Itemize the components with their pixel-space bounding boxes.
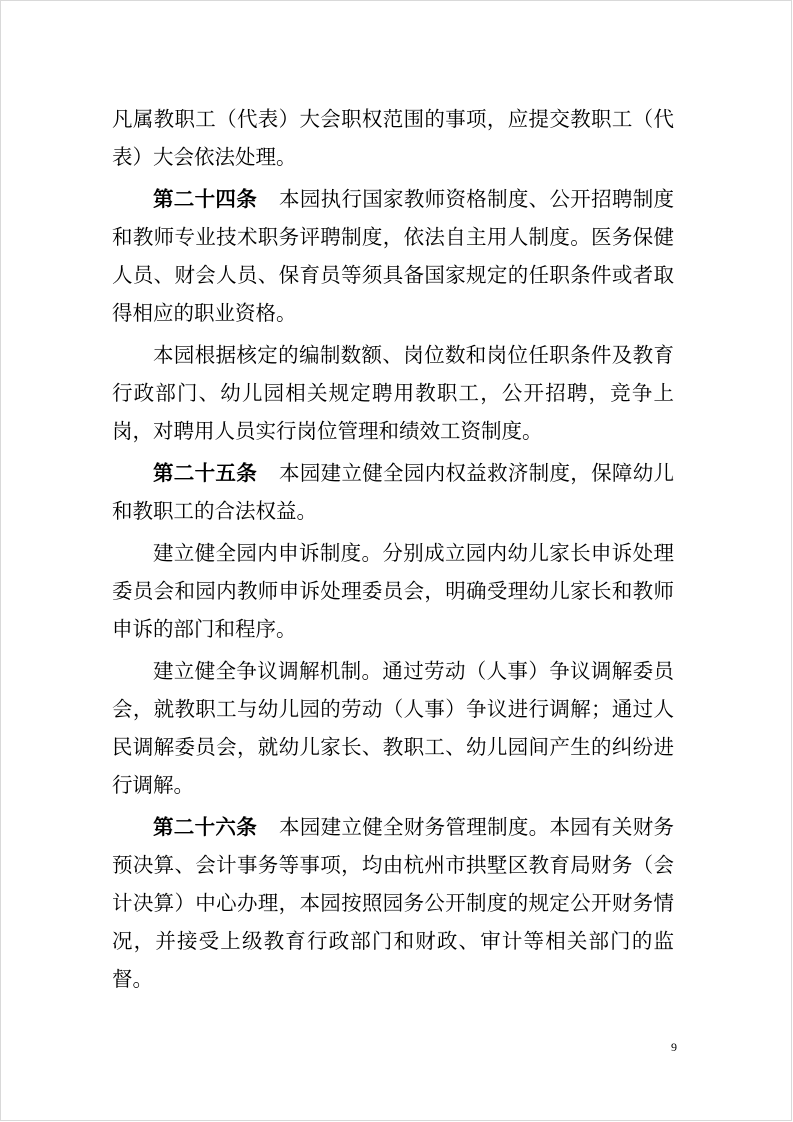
article-24-text: 本园执行国家教师资格制度、公开招聘制度和教师专业技术职务评聘制度，依法自主用人制度。医务保健人员、财会人员、保育员等须具备国家规定的任职条件或者取得相应的职业资格。	[112, 187, 675, 325]
paragraph-3	[112, 336, 674, 450]
article-26-number: 第二十六条	[153, 815, 258, 839]
paragraph-1-text: 凡属教职工（代表）大会职权范围的事项，应提交教职工（代表）大会依法处理。	[112, 107, 674, 169]
paragraph-5-text: 建立健全园内申诉制度。分别成立园内幼儿家长申诉处理委员会和园内教师申诉处理委员会，明确受理幼儿家长和教师申诉的部门和程序。	[112, 541, 674, 641]
article-25-text: 本园建立健全园内权益救济制度，保障幼儿和教职工的合法权益。	[112, 461, 675, 523]
article-25-number: 第二十五条	[153, 461, 258, 485]
article-25	[112, 454, 674, 530]
paragraph-3-text: 本园根据核定的编制数额、岗位数和岗位任职条件及教育行政部门、幼儿园相关规定聘用教职工，公开招聘，竞争上岗，对聘用人员实行岗位管理和绩效工资制度。	[112, 343, 674, 443]
paragraph-5	[112, 534, 674, 648]
paragraph-6-text: 建立健全争议调解机制。通过劳动（人事）争议调解委员会，就教职工与幼儿园的劳动（人事）争议进行调解；通过人民调解委员会，就幼儿家长、教职工、幼儿园间产生的纠纷进行调解。	[112, 659, 674, 797]
article-26	[112, 808, 674, 998]
article-24	[112, 180, 674, 332]
page-number: 9	[671, 1040, 677, 1054]
article-24-number: 第二十四条	[153, 187, 258, 211]
article-26-text: 本园建立健全财务管理制度。本园有关财务预决算、会计事务等事项，均由杭州市拱墅区教育局财务（会计决算）中心办理，本园按照园务公开制度的规定公开财务情况，并接受上级教育行政部门和财政、审计等相关部门的监督。	[112, 815, 675, 991]
document-body	[112, 100, 674, 1002]
paragraph-6	[112, 652, 674, 804]
paragraph-1	[112, 100, 674, 176]
